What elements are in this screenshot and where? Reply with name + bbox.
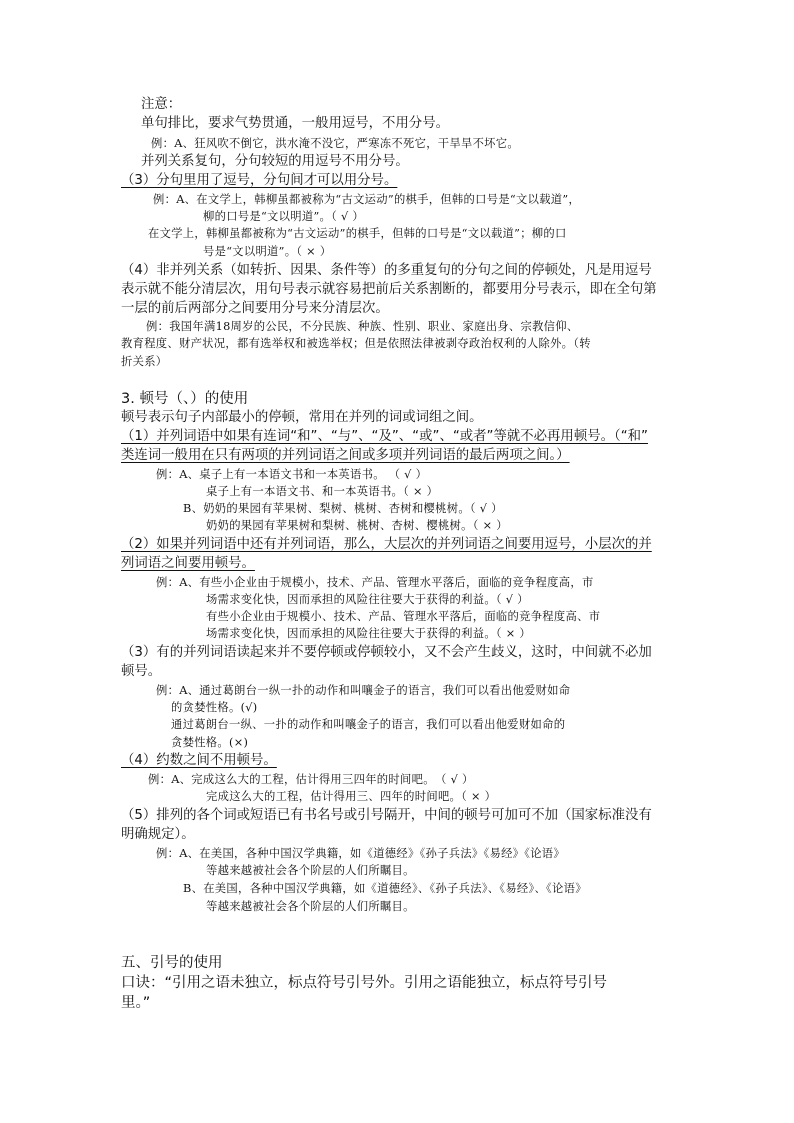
rule-paragraph: 一层的前后两部分之间要用分号来分清层次。 xyxy=(121,301,389,316)
rule-paragraph: 顿号。 xyxy=(121,664,162,679)
section-title: 五、引号的使用 xyxy=(121,955,223,971)
example-line: 例：A、通过葛朗台一纵一扑的动作和叫嚷金子的语言，我们可以看出他爱财如命 xyxy=(156,684,571,697)
rule-paragraph: （1）并列词语中如果有连词“和”、“与”、“及”、“或”、“或者”等就不必再用顿号。（“和” xyxy=(121,429,648,444)
example-line: 例：A、狂风吹不倒它，洪水淹不没它，严寒冻不死它，干旱旱不坏它。 xyxy=(151,137,519,150)
example-line: 例：A、有些小企业由于规模小，技术、产品、管理水平落后，面临的竞争程度高，市 xyxy=(156,576,594,589)
rule-paragraph: 类连词一般用在只有两项的并列词语之间或多项并列词语的最后两项之间。） xyxy=(121,448,570,463)
example-line: 场需求变化快，因而承担的风险往往要大于获得的利益。（ √ ） xyxy=(206,593,529,606)
rule-paragraph: （4）约数之间不用顿号。 xyxy=(121,753,277,768)
note-rule: 并列关系复句，分句较短的用逗号不用分号。 xyxy=(141,154,409,169)
example-line: 等越来越被社会各个阶层的人们所瞩目。 xyxy=(206,900,415,913)
note-title: 注意： xyxy=(141,97,182,112)
example-line: 场需求变化快，因而承担的风险往往要大于获得的利益。（ × ） xyxy=(206,627,532,640)
section-intro: 顿号表示句子内部最小的停顿，常用在并列的词或词组之间。 xyxy=(121,410,483,425)
example-line: 教育程度、财产状况，都有选举权和被选举权；但是依照法律被剥夺政治权利的人除外。（转 xyxy=(121,337,591,350)
note-rule: 单句排比，要求气势贯通，一般用逗号，不用分号。 xyxy=(141,116,449,131)
example-line: 柳的口号是“文以明道”。（ √ ） xyxy=(203,210,364,223)
example-line: 例：A、完成这么大的工程，估计得用三四年的时间吧。 （ √ ） xyxy=(148,773,474,786)
example-line: B、在美国，各种中国汉学典籍，如《道德经》、《孙子兵法》、《易经》、《论语》 xyxy=(183,882,587,895)
example-line: 的贪婪性格。(√) xyxy=(171,701,258,714)
example-line: 例：A、桌子上有一本语文书和一本英语书。 （ √ ） xyxy=(156,468,428,481)
rule-paragraph: （4）非并列关系（如转折、因果、条件等）的多重复句的分句之间的停顿处，凡是用逗号 xyxy=(121,263,652,278)
example-line: 完成这么大的工程，估计得用三、四年的时间吧。（ × ） xyxy=(206,790,497,803)
example-line: 号是“文以明道”。（ × ） xyxy=(203,245,332,258)
example-line: 桌子上有一本语文书、和一本英语书。（ × ） xyxy=(206,485,439,498)
example-line: 奶奶的果园有苹果树和梨树、桃树、杏树、樱桃树。（ × ） xyxy=(206,519,508,532)
example-line: 折关系） xyxy=(121,355,168,368)
example-line: 例：A、在美国，各种中国汉学典籍，如《道德经》《孙子兵法》《易经》《论语》 xyxy=(156,847,565,860)
rule-paragraph: （2）如果并列词语中还有并列词语，那么，大层次的并列词语之间要用逗号，小层次的并 xyxy=(121,537,652,552)
rule-paragraph: （5）排列的各个词或短语已有书名号或引号隔开，中间的顿号可加可不加（国家标准没有 xyxy=(121,808,652,823)
example-line: 在文学上，韩柳虽都被称为“古文运动”的棋手，但韩的口号是“文以载道”；柳的口 xyxy=(148,227,567,240)
rule-heading: （3）分句里用了逗号，分句间才可以用分号。 xyxy=(121,173,398,188)
example-line: 贪婪性格。(×) xyxy=(171,736,249,749)
example-line: 通过葛朗台一纵、一扑的动作和叫嚷金子的语言，我们可以看出他爱财如命的 xyxy=(171,718,566,731)
rule-paragraph: 明确规定）。 xyxy=(121,827,195,842)
rule-paragraph: 表示就不能分清层次，用句号表示就容易把前后关系割断的，都要用分号表示，即在全句第 xyxy=(121,282,657,297)
example-line: 有些小企业由于规模小、技术、产品、管理水平落后，面临的竞争程度高、市 xyxy=(206,610,601,623)
example-line: 例：我国年满18周岁的公民，不分民族、种族、性别、职业、家庭出身、宗教信仰、 xyxy=(146,320,579,333)
rule-paragraph: 列词语之间要用顿号。 xyxy=(121,556,255,571)
example-line: B、奶奶的果园有苹果树、梨树、桃树、杏树和樱桃树。（ √ ） xyxy=(183,502,503,515)
example-line: 等越来越被社会各个阶层的人们所瞩目。 xyxy=(206,864,415,877)
rhyme-line: 里。” xyxy=(121,995,151,1011)
example-line: 例：A、在文学上，韩柳虽都被称为“古文运动”的棋手，但韩的口号是“文以载道”， xyxy=(153,193,581,206)
section-title: 3. 顿号（、）的使用 xyxy=(121,391,249,407)
rhyme-line: 口诀：“引用之语未独立，标点符号引号外。引用之语能独立，标点符号引号 xyxy=(121,975,608,991)
rule-paragraph: （3）有的并列词语读起来并不要停顿或停顿较小，又不会产生歧义，这时，中间就不必加 xyxy=(121,645,652,660)
